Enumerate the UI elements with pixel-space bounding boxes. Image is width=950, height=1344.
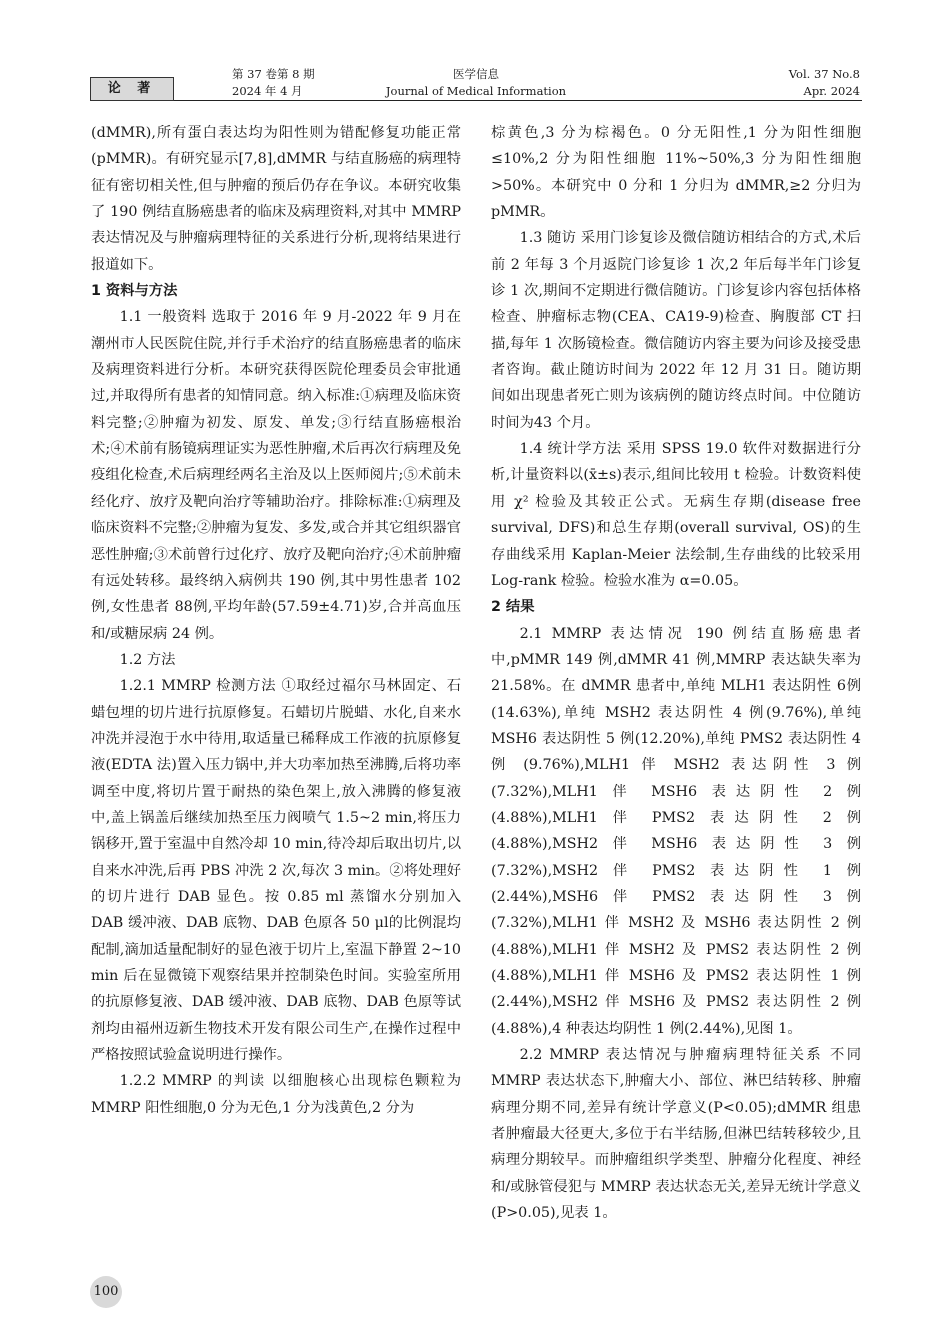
volume-info-en — [789, 66, 860, 100]
paragraph-general-data: 1.1 一般资料 选取于 2016 年 9 月-2022 年 9 月在潮州市人民医院住院,并行手术治疗的结直肠癌患者的临床及病理资料进行分析。本研究获得医院伦理委员会审批通过,并取得所有患者的知情同意。纳入标准:①病理及临床资料完整;②肿瘤为初发、原发、单发;③行结直肠癌根治术;④术前有肠镜病理证实为恶性肿瘤,术后再次行病理及免疫组化检查,术后病理经两名主治及以上医师阅片;⑤术前未经化疗、放疗及靶向治疗等辅助治疗。排除标准:①病理及临床资料不完整;②肿瘤为复发、多发,或合并其它组织器官恶性肿瘤;③术前曾行过化疗、放疗及靶向治疗;④术前肿瘤有远处转移。最终纳入病例共 190 例,其中男性患者 102 例,女性患者 88例,平均年龄(57.59±4.71)岁,合并高血压和/或糖尿病 24 例。 — [91, 309, 461, 642]
volume-info — [232, 66, 315, 100]
section-tag: 论 著 — [90, 77, 174, 101]
volume-issue: 第 37 卷第 8 期 — [232, 67, 315, 81]
header-rule — [174, 100, 862, 101]
intro-paragraph: (dMMR),所有蛋白表达均为阳性则为错配修复功能正常(pMMR)。有研究显示[7,8],dMMR 与结直肠癌的病理特征有密切相关性,但与肿瘤的预后仍存在争议。本研究收集了 190 例结直肠癌患者的临床及病理资料,对其中 MMRP 表达情况及与肿瘤病理特征的关系进行分析,现将结果进行报道如下。 — [91, 125, 461, 273]
issue-date-en: Apr. 2024 — [803, 84, 860, 98]
paragraph-statistics: 1.4 统计学方法 采用 SPSS 19.0 软件对数据进行分析,计量资料以(x̄±s)表示,组间比较用 t 检验。计数资料使用 χ² 检验及其较正公式。无病生存期(disease free survival, DFS)和总生存期(overall survival, OS)的生存曲线采用 Kaplan-Meier 法绘制,生存曲线的比较采用 Log-rank 检验。检验水准为 α=0.05。 — [491, 441, 861, 589]
paragraph-follow-up: 1.3 随访 采用门诊复诊及微信随访相结合的方式,术后前 2 年每 3 个月返院门诊复诊 1 次,2 年后每半年门诊复诊 1 次,期间不定期进行微信随访。门诊复诊内容包括体格检查、肿瘤标志物(CEA、CA19-9)检查、胸腹部 CT 扫描,每年 1 次肠镜检查。微信随访内容主要为问诊及接受患者咨询。截止随访时间为 2022 年 12 月 31 日。随访期间如出现患者死亡则为该病例的随访终点时间。中位随访时间为43 个月。 — [491, 230, 861, 431]
page-number: 100 — [90, 1276, 122, 1308]
section-heading-results: 2 结果 — [491, 599, 535, 616]
paragraph-mmrp-interpretation: 1.2.2 MMRP 的判读 以细胞核心出现棕色颗粒为 MMRP 阳性细胞,0 分为无色,1 分为浅黄色,2 分为 — [91, 1073, 461, 1116]
journal-name-en: Journal of Medical Information — [385, 84, 567, 98]
journal-name — [376, 66, 576, 100]
volume-en: Vol. 37 No.8 — [788, 67, 860, 81]
section-heading-methods: 1 资料与方法 — [91, 283, 178, 300]
right-column — [491, 120, 861, 1226]
journal-name-cn: 医学信息 — [453, 67, 499, 81]
paragraph-interpretation-cont: 棕黄色,3 分为棕褐色。0 分无阳性,1 分为阳性细胞≤10%,2 分为阳性细胞 11%~50%,3 分为阳性细胞>50%。本研究中 0 分和 1 分归为 dMMR,≥2 分归为 pMMR。 — [491, 125, 861, 221]
paragraph-mmrp-detection: 1.2.1 MMRP 检测方法 ①取经过福尔马林固定、石蜡包埋的切片进行抗原修复。石蜡切片脱蜡、水化,自来水冲洗并浸泡于水中待用,取适量已稀释成工作液的抗原修复液(EDTA 法)置入压力锅中,并大功率加热至沸腾,后将功率调至中度,将切片置于耐热的染色架上,放入沸腾的修复液中,盖上锅盖后继续加热至压力阀喷气 1.5~2 min,将压力锅移开,置于室温中自然冷却 10 min,待冷却后取出切片,以自来水冲洗,后再 PBS 冲洗 2 次,每次 3 min。②将处理好的切片进行 DAB 显色。按 0.85 ml 蒸馏水分别加入 DAB 缓冲液、DAB 底物、DAB 色原各 50 μl的比例混均配制,滴加适量配制好的显色液于切片上,室温下静置 2~10 min 后在显微镜下观察结果并控制染色时间。实验室所用的抗原修复液、DAB 缓冲液、DAB 底物、DAB 色原等试剂均由福州迈新生物技术开发有限公司生产,在操作过程中严格按照试验盒说明进行操作。 — [91, 678, 461, 1064]
paragraph-mmrp-expression: 2.1 MMRP 表达情况 190 例结直肠癌患者中,pMMR 149 例,dMMR 41 例,MMRP 表达缺失率为 21.58%。在 dMMR 患者中,单纯 MLH1 表达阴性 6例(14.63%),单纯 MSH2 表达阴性 4 例(9.76%),单纯 MSH6 表达阴性 5 例(12.20%),单纯 PMS2 表达阴性 4 例 (9.76%),MLH1 伴 MSH2 表达阴性 3 例(7.32%),MLH1 伴 MSH6 表达阴性 2 例 (4.88%),MLH1 伴 PMS2 表达阴性 2 例 (4.88%),MSH2 伴 MSH6 表达阴性 3 例 (7.32%),MSH2 伴 PMS2 表达阴性 1 例 (2.44%),MSH6 伴 PMS2 表达阴性 3 例(7.32%),MLH1 伴 MSH2 及 MSH6 表达阴性 2 例(4.88%),MLH1 伴 MSH2 及 PMS2 表达阴性 2 例(4.88%),MLH1 伴 MSH6 及 PMS2 表达阴性 1 例(2.44%),MSH2 伴 MSH6 及 PMS2 表达阴性 2 例(4.88%),4 种表达均阴性 1 例(2.44%),见图 1。 — [491, 625, 861, 1037]
paragraph-pathology-relation: 2.2 MMRP 表达情况与肿瘤病理特征关系 不同 MMRP 表达状态下,肿瘤大小、部位、淋巴结转移、肿瘤病理分期不同,差异有统计学意义(P<0.05);dMMR 组患者肿瘤最大径更大,多位于右半结肠,但淋巴结转移较少,且病理分期较早。而肿瘤组织学类型、肿瘤分化程度、神经和/或脉管侵犯与 MMRP 表达状态无关,差异无统计学意义(P>0.05),见表 1。 — [491, 1047, 861, 1222]
running-header — [90, 64, 862, 102]
left-column — [91, 120, 461, 1121]
issue-date-cn: 2024 年 4 月 — [232, 84, 303, 98]
subheading-methods: 1.2 方法 — [119, 651, 176, 668]
